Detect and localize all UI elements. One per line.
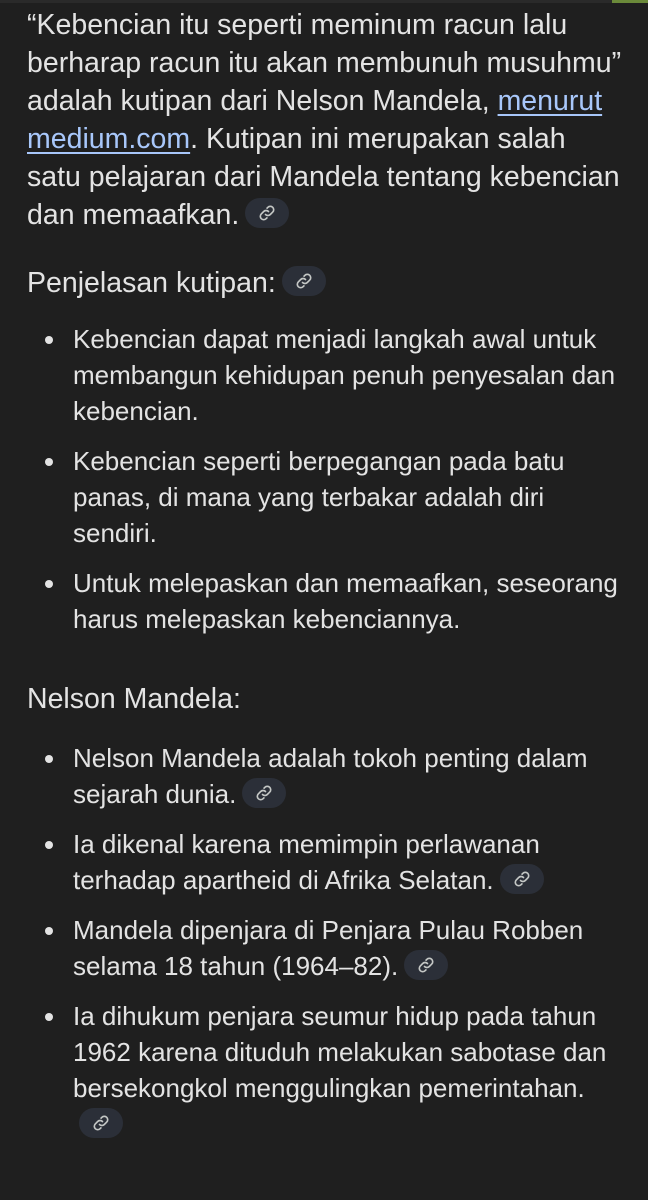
quote-explanation-list [27,321,627,637]
link-icon [258,204,276,222]
list-item-text: Nelson Mandela adalah tokoh penting dalam sejarah dunia. [73,743,588,809]
link-icon [513,870,531,888]
list-item-text: Untuk melepaskan dan memaafkan, seseorang harus melepaskan kebenciannya. [73,568,618,634]
list-item-text: Kebencian seperti berpegangan pada batu panas, di mana yang terbakar adalah diri sendiri. [73,446,565,548]
source-link-chip[interactable] [404,950,448,980]
source-link-chip[interactable] [245,198,289,228]
source-link-chip[interactable] [242,778,286,808]
list-item-text: Ia dikenal karena memimpin perlawanan terhadap apartheid di Afrika Selatan. [73,829,540,895]
heading-quote-explanation [27,264,627,302]
top-accent [612,0,648,3]
list-item [27,443,627,551]
list-item-text: Kebencian dapat menjadi langkah awal untuk membangun kehidupan penuh penyesalan dan kebencian. [73,324,616,426]
heading-mandela-text: Nelson Mandela: [27,683,241,715]
link-icon [255,784,273,802]
source-link-chip[interactable] [79,1108,123,1138]
list-item-text: Ia dihukum penjara seumur hidup pada tahun 1962 karena dituduh melakukan sabotase dan bersekongkol menggulingkan pemerintahan. [73,1001,607,1103]
bullet-dot [45,1013,53,1021]
list-item [27,321,627,429]
intro-text-end: . Kutipan ini merupakan salah satu pelajaran dari Mandela tentang kebencian dan memaafkan. [27,123,620,231]
list-item [27,740,627,812]
link-icon [92,1114,110,1132]
response-content [27,6,627,1142]
link-icon [295,272,313,290]
list-item-text: Mandela dipenjara di Penjara Pulau Robben selama 18 tahun (1964–82). [73,915,584,981]
list-item [27,998,627,1142]
list-item [27,826,627,898]
bullet-dot [45,458,53,466]
intro-text: “Kebencian itu seperti meminum racun lalu berharap racun itu akan membunuh musuhmu” adalah kutipan dari Nelson Mandela, [27,9,622,117]
top-divider [0,0,648,3]
mandela-facts-list [27,740,627,1142]
list-item [27,912,627,984]
intro-paragraph [27,6,627,234]
bullet-dot [45,755,53,763]
bullet-dot [45,336,53,344]
link-icon [417,956,435,974]
bullet-dot [45,927,53,935]
heading-quote-link-chip[interactable] [282,266,326,296]
bullet-dot [45,580,53,588]
bullet-dot [45,841,53,849]
source-link[interactable]: menurut medium.com [27,85,603,155]
source-link-chip[interactable] [500,864,544,894]
list-item [27,565,627,637]
heading-quote-text: Penjelasan kutipan: [27,267,276,299]
heading-nelson-mandela [27,680,627,718]
